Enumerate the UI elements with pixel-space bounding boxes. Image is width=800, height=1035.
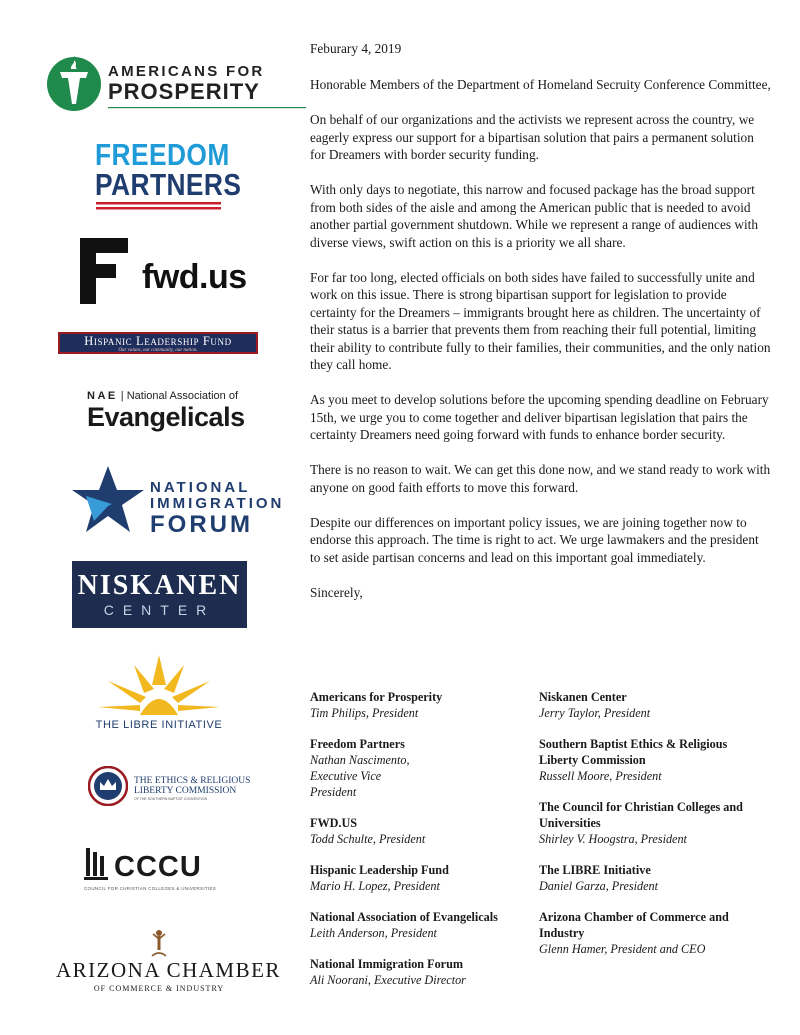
signatory-person: Shirley V. Hoogstra, President bbox=[539, 832, 687, 846]
logo-sidebar bbox=[0, 0, 300, 1035]
seal-icon bbox=[88, 766, 128, 806]
letter-paragraph: Despite our differences on important policy issues, we are joining together now to endorse this approach. The time is right to act. We urge lawmakers and the president to set aside partisan concerns and lead on this important goal immediately. bbox=[310, 514, 759, 565]
nae-abbr: NAE bbox=[87, 390, 118, 402]
torch-icon bbox=[46, 52, 102, 112]
niskanen-line1: NISKANEN bbox=[77, 570, 242, 601]
signatory bbox=[539, 862, 780, 894]
nif-line1: NATIONAL bbox=[150, 479, 251, 496]
cccu-subtext: COUNCIL FOR CHRISTIAN COLLEGES & UNIVERSITIES bbox=[84, 886, 217, 891]
fwd-us-logo bbox=[80, 238, 250, 308]
columns-icon bbox=[84, 848, 110, 882]
niskanen-logo bbox=[72, 561, 247, 628]
nif-line3: FORUM bbox=[150, 511, 253, 538]
nif-logo bbox=[72, 466, 285, 538]
hlf-title: Hispanic Leadership Fund bbox=[84, 334, 232, 348]
signatory-org: Niskanen Center bbox=[539, 690, 627, 704]
erlc-line1: THE ETHICS & RELIGIOUS bbox=[134, 776, 251, 786]
signatory-person: Todd Schulte, President bbox=[310, 832, 426, 846]
signatory bbox=[539, 909, 780, 957]
signatories-column-left bbox=[310, 689, 535, 1003]
nae-separator: | bbox=[117, 390, 127, 402]
signatory-org: Arizona Chamber of Commerce and Industry bbox=[539, 910, 729, 940]
letter-closing: Sincerely, bbox=[310, 584, 363, 600]
signatory bbox=[310, 956, 535, 988]
signatory-person: Daniel Garza, President bbox=[539, 879, 659, 893]
fwd-us-text: fwd.us bbox=[142, 258, 247, 296]
freedom-partners-line1: FREEDOM bbox=[95, 137, 230, 172]
az-chamber-line2: OF COMMERCE & INDUSTRY bbox=[93, 984, 225, 993]
cccu-logo bbox=[84, 844, 234, 894]
signatory-org: The LIBRE Initiative bbox=[539, 863, 651, 877]
libre-logo bbox=[94, 655, 224, 737]
cccu-text: CCCU bbox=[114, 851, 202, 883]
signatory-person: Leith Anderson, President bbox=[310, 926, 437, 940]
figure-icon bbox=[149, 928, 169, 958]
nae-full-name: National Association of bbox=[126, 390, 239, 402]
signatory bbox=[310, 736, 535, 800]
afp-logo bbox=[46, 50, 276, 114]
signatory bbox=[310, 689, 535, 721]
letter-paragraph: As you meet to develop solutions before the upcoming spending deadline on February 15th, we urge you to come together and deliver bipartisan legislation that pairs the certainty Dreamers need going forward with funds to enhance border security. bbox=[310, 392, 769, 442]
signatory-org: The Council for Christian Colleges and Universities bbox=[539, 800, 743, 830]
nae-evangelicals: Evangelicals bbox=[87, 402, 245, 432]
fwd-mark-icon bbox=[80, 238, 128, 304]
libre-text: THE LIBRE INITIATIVE bbox=[95, 719, 223, 731]
signatory bbox=[539, 689, 780, 721]
afp-line1: AMERICANS FOR bbox=[108, 63, 265, 80]
nae-logo bbox=[87, 390, 277, 434]
signatory-org: National Immigration Forum bbox=[310, 957, 464, 971]
letter-paragraph: On behalf of our organizations and the activists we represent across the country, we eagerly express our support for a bipartisan solution that pairs a permanent solution for Dreamers with border security funding. bbox=[310, 112, 755, 162]
signatory bbox=[539, 736, 780, 784]
signatory-person: Jerry Taylor, President bbox=[539, 706, 651, 720]
letter-paragraph: With only days to negotiate, this narrow and focused package has the broad support from both sides of the aisle and among the American public that is needed to avoid another partial government shutdown. While we represent a range of audiences with diverse views, swift action on this is a priority we all share. bbox=[310, 182, 758, 250]
letter-paragraph: There is no reason to wait. We can get this done now, and we stand ready to work with anyone on good faith efforts to move this forward. bbox=[310, 462, 771, 495]
signatory-org: National Association of Evangelicals bbox=[310, 910, 498, 924]
stripes-icon bbox=[96, 202, 222, 214]
signatory-person: Russell Moore, President bbox=[539, 769, 662, 783]
hlf-tagline: Our values, our community, our nation. bbox=[118, 348, 198, 353]
signatory-person: Nathan Nascimento, Executive Vice President bbox=[310, 753, 410, 799]
signatories-column-right bbox=[539, 689, 780, 972]
signatory-person: Mario H. Lopez, President bbox=[310, 879, 440, 893]
freedom-partners-logo bbox=[95, 137, 245, 215]
signatory-org: Freedom Partners bbox=[310, 737, 405, 751]
afp-underline bbox=[108, 106, 308, 110]
signatory-person: Tim Philips, President bbox=[310, 706, 419, 720]
signatory-person: Glenn Hamer, President and CEO bbox=[539, 942, 706, 956]
afp-line2: PROSPERITY bbox=[108, 79, 260, 104]
signatory bbox=[310, 909, 535, 941]
letter-paragraph: For far too long, elected officials on both sides have failed to successfully unite and work on this issue. There is strong bipartisan support for legislation to provide certainty for the Dreamers – immigrants brought here as children. The uncertainty of their status is a barrier that prevents them from reaching their full potential, limiting their ability to contribute fully to their families, their communities, and the only nation they call home. bbox=[310, 269, 771, 372]
star-icon bbox=[72, 466, 144, 532]
az-chamber-logo bbox=[56, 928, 281, 998]
letter-body bbox=[310, 40, 772, 619]
erlc-line3: OF THE SOUTHERN BAPTIST CONVENTION bbox=[134, 797, 208, 801]
nif-line2: IMMIGRATION bbox=[150, 495, 285, 512]
letter-salutation: Honorable Members of the Department of Homeland Secruity Conference Committee, bbox=[310, 77, 771, 92]
signatory-org: Hispanic Leadership Fund bbox=[310, 863, 449, 877]
signatory bbox=[310, 815, 535, 847]
freedom-partners-line2: PARTNERS bbox=[95, 167, 242, 202]
signatory bbox=[539, 799, 780, 847]
az-chamber-line1: ARIZONA CHAMBER bbox=[56, 958, 281, 982]
letter-date: Feburary 4, 2019 bbox=[310, 41, 402, 56]
signatory-org: FWD.US bbox=[310, 816, 358, 830]
hlf-logo bbox=[58, 332, 258, 354]
sunburst-icon bbox=[94, 655, 224, 715]
niskanen-line2: CENTER bbox=[103, 602, 216, 618]
signatory bbox=[310, 862, 535, 894]
signatory-person: Ali Noorani, Executive Director bbox=[310, 973, 466, 987]
erlc-logo bbox=[88, 766, 251, 808]
signatory-org: Southern Baptist Ethics & Religious Liberty Commission bbox=[539, 737, 728, 767]
erlc-line2: LIBERTY COMMISSION bbox=[134, 786, 237, 796]
signatory-org: Americans for Prosperity bbox=[310, 690, 443, 704]
